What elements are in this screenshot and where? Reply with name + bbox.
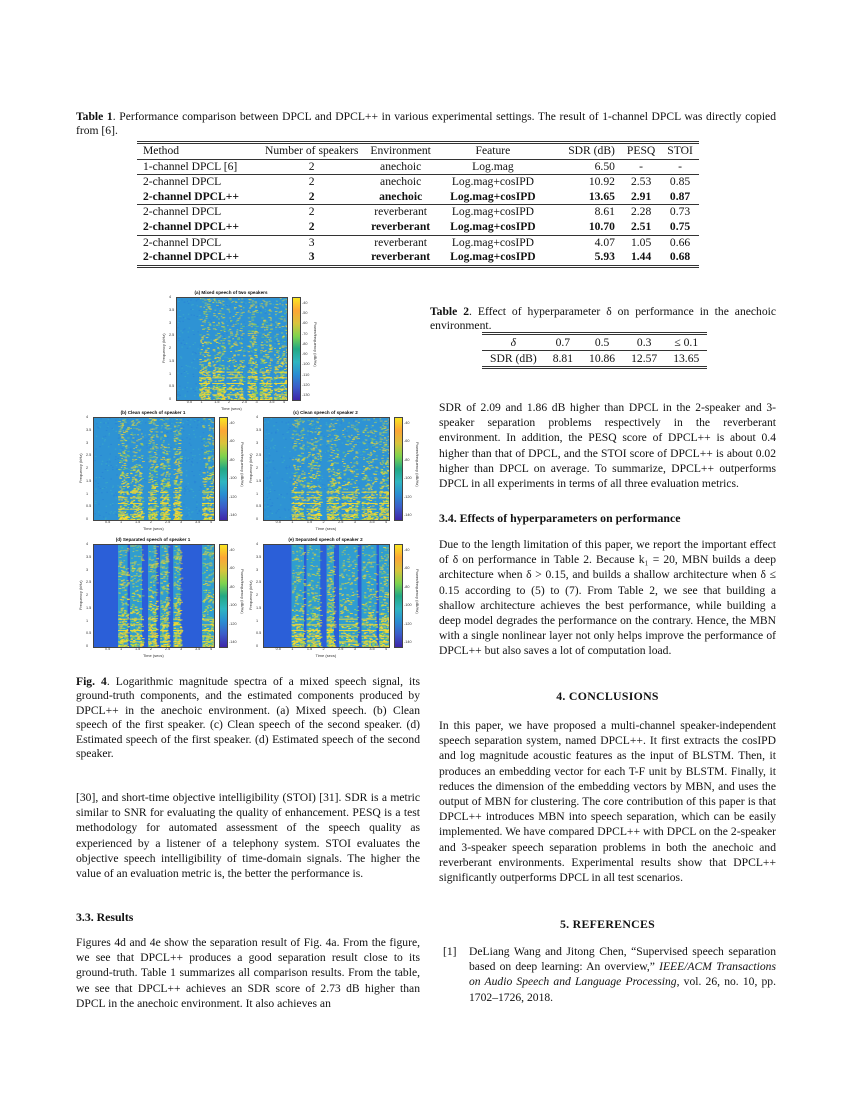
colorbar-tick: -110	[302, 372, 310, 377]
spectrogram-xtick: 3.5	[369, 647, 375, 651]
colorbar-tick: -100	[404, 603, 412, 608]
spectrogram-ytick: 3	[86, 567, 89, 572]
colorbar-tick: -120	[404, 494, 412, 499]
colorbar-tick: -120	[229, 621, 237, 626]
table1-col-speakers: Number of speakers	[259, 143, 364, 160]
table1-cell-pesq: 2.53	[630, 175, 652, 189]
spectrogram-ytick: 3	[86, 440, 89, 445]
reference-number: [1]	[443, 945, 457, 958]
table1-cell-environment: anechoic	[364, 159, 437, 175]
section-3-3-heading: 3.3. Results	[76, 910, 134, 924]
spectrogram-xtick: 1.5	[214, 400, 220, 404]
spectrogram-ytick: 1	[86, 618, 89, 623]
spectrogram-ytick: 1	[256, 618, 259, 623]
spectrogram-xtick: 1	[291, 520, 294, 524]
spectrogram-xtick: 2	[322, 520, 325, 524]
spectrogram-xtick: 2	[228, 400, 231, 404]
spectrogram-ytick: 3	[256, 440, 259, 445]
spectrogram-xtick: 1	[120, 647, 123, 651]
spectrogram-ytick: 1.5	[86, 478, 92, 483]
colorbar-tick: -140	[404, 513, 412, 517]
section-3-3-text: Figures 4d and 4e show the separation result of Fig. 4a. From the figure, we see that DPCL++ produces a good separation result close to its ground-truth. Table 1 summarizes all comparison results. From the table, we see that DPCL++ achieves an SDR score of 2.73 dB higher than DPCL in the anechoic environment. It also achieves an	[76, 936, 420, 1010]
section-4-heading: 4. CONCLUSIONS	[556, 689, 659, 703]
colorbar	[394, 417, 403, 521]
table1-row	[137, 159, 699, 175]
colorbar-tick: -60	[404, 566, 410, 571]
colorbar-tick: -80	[404, 584, 410, 589]
spectrogram-xtick: 2	[150, 520, 153, 524]
spectrogram-xlabel: Time (secs)	[315, 526, 337, 531]
spectrogram-xtick: 1	[200, 400, 203, 404]
spectrogram-ytick: 0.5	[86, 631, 92, 636]
spectrogram-xtick: 4	[283, 400, 286, 404]
colorbar-tick: -120	[302, 382, 310, 387]
table1-cell-stoi: 0.73	[669, 205, 691, 219]
table1-cell-feature: Log.mag+cosIPD	[437, 250, 549, 266]
spectrogram-ytick: 0	[256, 517, 259, 521]
spectrogram-xtick: 3.5	[269, 400, 275, 404]
table1-cell-speakers: 2	[259, 220, 364, 235]
table1-cell-method: 2-channel DPCL++	[137, 190, 259, 205]
spectrogram-xtick: 4	[385, 647, 388, 651]
spectrogram-xtick: 1	[291, 647, 294, 651]
spectrogram-xtick: 0.5	[275, 647, 281, 651]
colorbar-label: Power/frequency (dB/Hz)	[240, 569, 245, 614]
spectrogram-title: (a) Mixed speech of two speakers	[194, 290, 268, 295]
para-metrics: [30], and short-time objective intelligibility (STOI) [31]. SDR is a metric similar to SNR for evaluating the quality of enhancement. PESQ is a test methodology for automated assessment of the speech quality as experienced by a listener of a telephony system. STOI evaluates the objective speech intelligibility of time-domain signals. The higher the value of an evaluation metric is, the better the performance is.	[76, 791, 420, 881]
table2-value-cell: 10.86	[581, 351, 623, 368]
colorbar-tick: -80	[302, 341, 308, 346]
spectrogram-ytick: 4	[169, 295, 172, 299]
table1-cell-feature: Log.mag+cosIPD	[451, 205, 535, 219]
table1-row	[137, 250, 699, 266]
table1-col-stoi: STOI	[661, 143, 699, 160]
spectrogram-xlabel: Time (secs)	[143, 526, 164, 531]
colorbar-tick: -100	[404, 476, 412, 481]
spectrogram-panel	[247, 410, 422, 535]
spectrogram-ytick: 0	[86, 517, 89, 521]
table1-cell-speakers: 2	[308, 175, 315, 189]
figure4-label: Fig. 4	[76, 675, 107, 688]
table1-cell-sdr: 5.93	[549, 250, 621, 266]
table2-header-row	[482, 334, 707, 351]
colorbar-label: Power/frequency (dB/Hz)	[415, 442, 420, 487]
spectrogram-xtick: 2	[150, 647, 153, 651]
spectrogram-ytick: 1	[256, 491, 259, 496]
table1-col-environment: Environment	[364, 143, 437, 160]
table1-cell-pesq: 2.91	[621, 190, 661, 205]
spectrogram-ytick: 2	[169, 346, 172, 350]
table1-cell-sdr: 4.07	[594, 235, 615, 249]
spectrogram-ytick: 2	[86, 466, 89, 470]
table2-caption-text: . Effect of hyperparameter δ on performance in the anechoic environment.	[430, 305, 776, 333]
colorbar-tick: -130	[302, 393, 310, 397]
spectrogram-xtick: 3	[180, 647, 183, 651]
spectrogram-ytick: 1	[86, 491, 89, 496]
table1-cell-speakers: 2	[259, 159, 364, 175]
spectrogram-xtick: 3.5	[195, 647, 201, 651]
table1-cell-method: 2-channel DPCL	[143, 175, 222, 189]
table1-cell-method: 2-channel DPCL++	[137, 220, 259, 235]
table1-cell-sdr: 8.61	[594, 205, 615, 219]
table2-caption	[430, 305, 776, 334]
spectrogram-image	[263, 417, 390, 521]
spectrogram-ytick: 1.5	[256, 478, 262, 483]
spectrogram-ytick: 3.5	[256, 554, 262, 559]
colorbar-tick: -120	[404, 621, 412, 626]
colorbar-tick: -80	[404, 457, 410, 462]
spectrogram-title: (b) Clean speech of speaker 1	[120, 410, 186, 415]
section-4-text: In this paper, we have proposed a multi-channel speaker-independent speech separation system, named DPCL++. It first extracts the cosIPD and log magnitude acoustic features as the input of BLSTM. Then, it produces an embedding vector for each T-F unit by BLSTM. Finally, it reduces the dimension of the embedding vectors by MBN, and uses the output of MBN for clustering. The core contribution of this paper is that DPCL++ introduces MBN into speech separation, which can be easily implemented. We have compared DPCL++ with DPCL on the 2-speaker and 3-speaker speech separation problems in both the anechoic and reverberant environments. Experimental results show that DPCL++ significantly outperforms DPCL in all test scenarios.	[439, 719, 776, 885]
spectrogram-ylabel: Frequency (kHz)	[78, 580, 83, 610]
colorbar-label: Power/frequency (dB/Hz)	[313, 322, 318, 367]
spectrogram-ytick: 3	[256, 567, 259, 572]
spectrogram-xtick: 3	[180, 520, 183, 524]
reference-item	[439, 944, 776, 1005]
spectrogram-image	[263, 544, 390, 648]
table1-row	[137, 205, 699, 220]
colorbar-tick: -80	[229, 584, 235, 589]
table1-cell-environment: reverberant	[374, 235, 428, 249]
reference-venue: IEEE/ACM Transactions on Audio Speech and Language Processing	[469, 960, 776, 989]
figure4-caption-text: . Logarithmic magnitude spectra of a mixed speech signal, its ground-truth components, and the estimated components produced by DPCL++ in the anechoic environment. (a) Mixed speech. (b) Clean speech of the first speaker. (c) Clean speech of the second speaker. (d) Estimated speech of the first speaker. (d) Estimated speech of the second speaker.	[76, 675, 420, 761]
spectrogram-ytick: 3.5	[256, 427, 262, 432]
table1-cell-method: 2-channel DPCL	[143, 205, 222, 219]
table2-header-cell: 0.5	[581, 334, 623, 351]
colorbar-tick: -60	[229, 566, 235, 571]
spectrogram-ytick: 0.5	[256, 631, 262, 636]
table1-cell-pesq: 1.05	[630, 235, 652, 249]
table1-cell-environment: anechoic	[364, 190, 437, 205]
spectrogram-ytick: 2.5	[86, 453, 92, 458]
colorbar-tick: -80	[229, 457, 235, 462]
spectrogram-title: (e) Separated speech of speaker 2	[288, 537, 363, 542]
table1-col-sdr: SDR (dB)	[549, 143, 621, 160]
spectrogram-ytick: 2	[256, 593, 259, 597]
spectrogram-ytick: 0	[86, 644, 89, 648]
spectrogram-ytick: 3.5	[169, 307, 175, 312]
colorbar-tick: -40	[404, 548, 410, 552]
colorbar-tick: -40	[229, 421, 235, 425]
colorbar-tick: -140	[404, 640, 412, 644]
spectrogram-xtick: 2.5	[165, 520, 171, 524]
table1-row	[137, 220, 699, 235]
spectrogram-xlabel: Time (secs)	[143, 653, 164, 658]
spectrogram-xtick: 1.5	[135, 647, 141, 651]
spectrogram-image	[93, 417, 215, 521]
colorbar	[219, 544, 228, 648]
spectrogram-xtick: 4	[385, 520, 388, 524]
table1-col-feature: Feature	[437, 143, 549, 160]
table1-cell-pesq: 2.28	[630, 205, 652, 219]
spectrogram-title: (c) Clean speech of speaker 2	[293, 410, 358, 415]
table1-cell-pesq: -	[621, 159, 661, 175]
colorbar-tick: -50	[302, 311, 308, 316]
table1-cell-stoi: -	[661, 159, 699, 175]
colorbar-tick: -140	[229, 513, 237, 517]
table1-cell-stoi: 0.87	[661, 190, 699, 205]
table2-value-cell: SDR (dB)	[482, 351, 545, 368]
table1-cell-environment: anechoic	[380, 175, 422, 189]
spectrogram-xtick: 3.5	[369, 520, 375, 524]
table2-value-cell: 13.65	[665, 351, 707, 368]
colorbar-tick: -90	[302, 352, 308, 357]
table2-value-cell: 12.57	[623, 351, 665, 368]
spectrogram-xtick: 0.5	[105, 520, 111, 524]
table1-cell-environment: reverberant	[364, 250, 437, 266]
spectrogram-xtick: 1.5	[306, 520, 313, 524]
table1-label: Table 1	[76, 110, 113, 123]
spectrogram-panel	[77, 537, 247, 662]
spectrogram-xtick: 0.5	[275, 520, 281, 524]
colorbar-tick: -60	[404, 439, 410, 444]
table1-caption	[76, 110, 776, 139]
spectrogram-xtick: 4	[210, 520, 213, 524]
spectrogram-xtick: 3	[353, 520, 356, 524]
table1-caption-text: . Performance comparison between DPCL and DPCL++ in various experimental settings. The result of 1-channel DPCL was directly copied from [6].	[76, 110, 776, 138]
section-3-4-text: Due to the length limitation of this paper, we report the important effect of δ on performance in Table 2. Because k₁ = 20, MBN builds a deep architecture when δ > 0.15, and builds a shallow architecture when δ ≤ 0.15 according to (5) to (7). From Table 2, we see that building a shallow architecture achieves the best performance, while building a deep model degrades the performance on the contrary. Hence, the MBN with a single nonlinear layer not only helps improve the performance of DPCL++ but also saves a lot of computation load.	[439, 538, 776, 658]
figure4-caption	[76, 675, 420, 761]
table1-cell-stoi: 0.85	[669, 175, 691, 189]
table1-cell-pesq: 1.44	[621, 250, 661, 266]
spectrogram-ytick: 2	[86, 593, 89, 597]
spectrogram-title: (d) Separated speech of speaker 1	[115, 537, 191, 542]
table1-row	[137, 175, 699, 190]
colorbar	[394, 544, 403, 648]
spectrogram-ytick: 4	[86, 542, 89, 546]
spectrogram-ytick: 3.5	[86, 554, 92, 559]
colorbar	[292, 297, 301, 401]
spectrogram-panel	[247, 537, 422, 662]
table2-header-cell: 0.3	[623, 334, 665, 351]
table1-col-method: Method	[137, 143, 259, 160]
spectrogram-xtick: 2.5	[338, 520, 344, 524]
colorbar-tick: -100	[302, 362, 310, 367]
table1-cell-method: 1-channel DPCL [6]	[137, 159, 259, 175]
spectrogram-xtick: 2	[322, 647, 325, 651]
table1-cell-environment: reverberant	[374, 205, 428, 219]
table1-cell-sdr: 10.70	[549, 220, 621, 235]
spectrogram-xtick: 2.5	[165, 647, 171, 651]
para-results-continued: SDR of 2.09 and 1.86 dB higher than DPCL in the 2-speaker and 3-speaker separation problems respectively in the reverberant environment. In addition, the PESQ score of DPCL++ is about 0.4 higher than that of DPCL, and the STOI score of DPCL++ is about 0.02 higher than DPCL on average. To summarize, DPCL++ outperforms DPCL in all experiments in terms of all three evaluation metrics.	[439, 401, 776, 491]
spectrogram-xtick: 3	[353, 647, 356, 651]
spectrogram-xtick: 3.5	[195, 520, 201, 524]
spectrogram-ytick: 0	[169, 397, 172, 401]
colorbar-tick: -70	[302, 331, 308, 336]
table1-cell-method: 2-channel DPCL++	[137, 250, 259, 266]
table1-cell-speakers: 3	[259, 250, 364, 266]
spectrogram-panel	[160, 290, 320, 415]
table2-label: Table 2	[430, 305, 470, 318]
colorbar-tick: -40	[404, 421, 410, 425]
spectrogram-ytick: 1.5	[86, 605, 92, 610]
spectrogram-xtick: 0.5	[105, 647, 111, 651]
table2	[482, 332, 707, 369]
table1-cell-stoi: 0.75	[661, 220, 699, 235]
table1-row	[137, 190, 699, 205]
table1-cell-sdr: 10.92	[588, 175, 615, 189]
table1-cell-feature: Log.mag+cosIPD	[437, 190, 549, 205]
spectrogram-panel	[77, 410, 247, 535]
spectrogram-xtick: 1.5	[135, 520, 141, 524]
spectrogram-xlabel: Time (secs)	[221, 406, 242, 411]
table2-value-row	[482, 351, 707, 368]
table1-cell-feature: Log.mag+cosIPD	[437, 220, 549, 235]
table1-row	[137, 235, 699, 250]
table1-col-pesq: PESQ	[621, 143, 661, 160]
spectrogram-ytick: 3.5	[86, 427, 92, 432]
spectrogram-ylabel: Frequency (kHz)	[78, 453, 83, 483]
table1-cell-speakers: 2	[308, 205, 315, 219]
colorbar-tick: -40	[229, 548, 235, 552]
table1-cell-method: 2-channel DPCL	[143, 235, 222, 249]
section-3-4-heading: 3.4. Effects of hyperparameters on performance	[439, 511, 681, 525]
spectrogram-ytick: 0.5	[169, 384, 175, 389]
spectrogram-ylabel: Frequency (kHz)	[248, 580, 253, 610]
table1-cell-pesq: 2.51	[621, 220, 661, 235]
reference-text	[469, 944, 776, 1005]
colorbar-tick: -60	[302, 321, 308, 326]
colorbar-tick: -140	[229, 640, 237, 644]
spectrogram-xtick: 2.5	[338, 647, 344, 651]
spectrogram-xtick: 1	[120, 520, 123, 524]
spectrogram-ytick: 1.5	[256, 605, 262, 610]
colorbar-label: Power/frequency (dB/Hz)	[415, 569, 420, 614]
table1-cell-speakers: 2	[259, 190, 364, 205]
table1-cell-sdr: 13.65	[549, 190, 621, 205]
spectrogram-ylabel: Frequency (kHz)	[161, 333, 166, 363]
spectrogram-xtick: 0.5	[186, 400, 193, 404]
spectrogram-xtick: 2.5	[241, 400, 248, 404]
colorbar-tick: -100	[229, 476, 237, 481]
table1	[137, 141, 699, 268]
spectrogram-ytick: 2	[256, 466, 259, 470]
spectrogram-image	[93, 544, 215, 648]
table1-cell-stoi: 0.68	[661, 250, 699, 266]
colorbar-label: Power/frequency (dB/Hz)	[240, 442, 245, 487]
spectrogram-xtick: 3	[255, 400, 258, 404]
spectrogram-ytick: 2.5	[256, 453, 262, 458]
spectrogram-ytick: 0.5	[86, 504, 92, 509]
section-5-heading: 5. REFERENCES	[559, 917, 655, 931]
spectrogram-ytick: 4	[86, 415, 89, 419]
spectrogram-ytick: 2.5	[86, 580, 92, 585]
table1-cell-feature: Log.mag+cosIPD	[451, 175, 535, 189]
colorbar-tick: -40	[302, 301, 308, 305]
table1-cell-feature: Log.mag+cosIPD	[451, 235, 535, 249]
spectrogram-image	[176, 297, 288, 401]
spectrogram-ytick: 3	[169, 320, 172, 325]
colorbar-tick: -120	[229, 494, 237, 499]
spectrogram-xtick: 4	[210, 647, 213, 651]
reference-tail: , vol. 26, no. 10, pp. 1702–1726, 2018.	[469, 975, 776, 1004]
reference-authors: DeLiang Wang and Jitong Chen, “Supervised speech separation based on deep learning: An overview,”	[469, 945, 776, 974]
spectrogram-ytick: 2.5	[169, 333, 175, 338]
table1-header-row	[137, 143, 699, 160]
reference-list	[439, 944, 776, 1005]
colorbar-tick: -100	[229, 603, 237, 608]
colorbar	[219, 417, 228, 521]
table2-header-cell: ≤ 0.1	[665, 334, 707, 351]
spectrogram-ytick: 0	[256, 644, 259, 648]
table1-cell-stoi: 0.66	[669, 235, 691, 249]
spectrogram-ytick: 0.5	[256, 504, 262, 509]
table1-cell-speakers: 3	[308, 235, 315, 249]
table2-header-cell: δ	[482, 334, 545, 351]
spectrogram-ytick: 1	[169, 371, 172, 376]
spectrogram-ytick: 4	[256, 542, 259, 546]
table2-header-cell: 0.7	[545, 334, 581, 351]
table1-cell-feature: Log.mag	[437, 159, 549, 175]
table1-cell-environment: reverberant	[364, 220, 437, 235]
spectrogram-ytick: 4	[256, 415, 259, 419]
spectrogram-xlabel: Time (secs)	[315, 653, 337, 658]
spectrogram-ylabel: Frequency (kHz)	[248, 453, 253, 483]
colorbar-tick: -60	[229, 439, 235, 444]
table1-cell-sdr: 6.50	[549, 159, 621, 175]
table2-value-cell: 8.81	[545, 351, 581, 368]
spectrogram-ytick: 1.5	[169, 358, 175, 363]
spectrogram-xtick: 1.5	[306, 647, 313, 651]
spectrogram-ytick: 2.5	[256, 580, 262, 585]
